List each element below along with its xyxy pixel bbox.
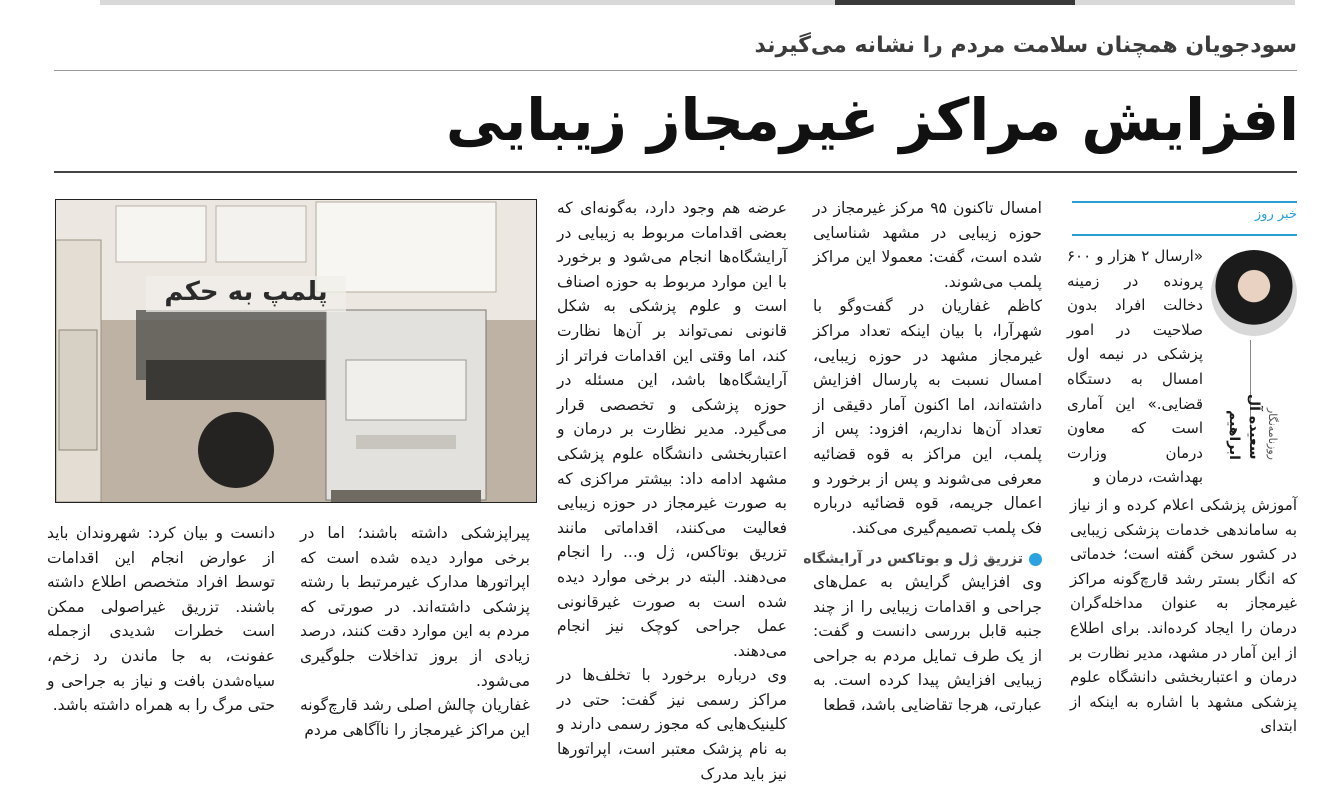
paragraph: امسال تاکنون ۹۵ مرکز غیرمجاز در حوزه زیبایی در مشهد شناسایی شده است، گفت: معمولا این مراکز پلمب می‌شوند.: [813, 199, 1042, 291]
source-top-rule: [1072, 201, 1297, 203]
paragraph: وی افزایش گرایش به عمل‌های جراحی و اقدامات زیبایی را از چند جنبه قابل بررسی دانست و گفت: از یک طرف تمایل مردم به جراحی زیبایی افزایش پیدا کرده است. به عبارتی، هرجا تقاضایی باشد، قطعا: [813, 573, 1042, 714]
bullet-icon: [1029, 553, 1042, 566]
article-photo: [55, 199, 537, 503]
paragraph: عرضه هم وجود دارد، به‌گونه‌ای که بعضی اقدامات مربوط به زیبایی در آرایشگاه‌ها انجام می‌شود و برخورد با این موارد مربوط به حوزه اصناف است و علوم پزشکی به شکل قانونی نمی‌تواند بر آن‌ها نظارت کند، اما وقتی این اقدامات فراتر از آرایشگاه‌ها باشد، این مسئله در حوزه پزشکی و تخصصی قرار می‌گیرد. مدیر نظارت بر درمان و اعتباربخشی دانشگاه علوم پزشکی مشهد ادامه داد: بیشتر مراکزی که به صورت غیرمجاز در حوزه زیبایی فعالیت می‌کنند، اقداماتی مانند تزریق بوتاکس، ژل و... را انجام می‌دهند. البته در برخی موارد دیده شده است به صورت غیرقانونی عمل جراحی کوچک نیز انجام می‌دهند.: [557, 199, 787, 660]
column-4-text: [300, 521, 530, 742]
clinic-photo-illustration: [56, 200, 536, 502]
section-subhead: [790, 548, 1042, 570]
paragraph: دانست و بیان کرد: شهروندان باید از عوارض انجام این اقدامات توسط افراد متخصص اطلاع داشته باشند. تزریق غیراصولی ممکن است خطرات شدیدی ازجمله عفونت، به جا ماندن رد زخم، سیاه‌شدن بافت و نیاز به جراحی و حتی مرگ را به همراه داشته باشد.: [47, 524, 275, 715]
source-bottom-rule: [1072, 234, 1297, 236]
article-headline: افزایش مراکز غیرمجاز زیبایی: [445, 86, 1299, 154]
column-1-side-text: [1067, 244, 1203, 490]
column-5-text: [47, 521, 275, 718]
headline-divider: [54, 171, 1297, 173]
top-strip-dark-segment: [835, 0, 1075, 5]
column-1-text: [1070, 493, 1297, 739]
top-decorative-strip: [100, 0, 1295, 5]
author-role: روزنامه‌نگار: [1266, 408, 1279, 460]
column-2-text: [813, 196, 1042, 540]
paragraph: غفاریان چالش اصلی رشد قارچ‌گونه این مراکز غیرمجاز را ناآگاهی مردم: [300, 696, 530, 739]
column-3-text: [557, 196, 787, 786]
paragraph: وی درباره برخورد با تخلف‌ها در مراکز رسمی نیز گفت: حتی در کلینیک‌هایی که مجوز رسمی دارند و به نام پزشک معتبر است، اپراتورها نیز باید مدرک: [557, 666, 787, 783]
seal-sign-text: پلمپ به حکم: [164, 277, 328, 307]
paragraph: «ارسال ۲ هزار و ۶۰۰ پرونده در زمینه دخالت افراد بدون صلاحیت در امور پزشکی در نیمه اول امسال به دستگاه قضایی.» این آماری است که معاون درمان وزارت بهداشت، درمان و: [1067, 247, 1203, 487]
subhead-text: تزریق ژل و بوتاکس در آرایشگاه: [803, 551, 1023, 567]
source-label: خبر روز: [1254, 207, 1297, 222]
author-name: سعیده آل ابراهیم: [1226, 394, 1262, 460]
paragraph: کاظم غفاریان در گفت‌وگو با شهرآرا، با بیان اینکه تعداد مراکز غیرمجاز مشهد در حوزه زیبایی، امسال نسبت به پارسال افزایش داشته‌اند، اما اکنون آمار دقیقی از تعداد آن‌ها نداریم، افزود: پس از پلمب، این مراکز به قوه قضائیه معرفی می‌شوند و پس از برخورد و اعمال جریمه، قوه قضائیه درباره فک پلمب تصمیم‌گیری می‌کند.: [813, 297, 1042, 537]
author-avatar: [1211, 250, 1297, 336]
paragraph: پیراپزشکی داشته باشند؛ اما در برخی موارد دیده شده است که اپراتورها مدارک غیرمرتبط با رشته پزشکی داشته‌اند. در صورتی که مردم به این موارد دقت کنند، درصد زیادی از بروز تداخلات جلوگیری می‌شود.: [300, 524, 530, 690]
column-2-bottom-text: [813, 570, 1042, 718]
paragraph: آموزش پزشکی اعلام کرده و از نیاز به ساماندهی خدمات پزشکی زیبایی در کشور سخن گفته است؛ خدماتی که انگار بستر رشد قارچ‌گونه مراکز غیرمجاز به عنوان مداخله‌گران درمان را ایجاد کرده‌اند. برای اطلاع از این آمار در مشهد، مدیر نظارت بر درمان و اعتباربخشی دانشگاه علوم پزشکی مشهد با اشاره به اینکه از ابتدای: [1070, 496, 1297, 736]
article-subtitle: سودجویان همچنان سلامت مردم را نشانه می‌گیرند: [754, 33, 1297, 58]
subtitle-divider: [54, 70, 1297, 71]
